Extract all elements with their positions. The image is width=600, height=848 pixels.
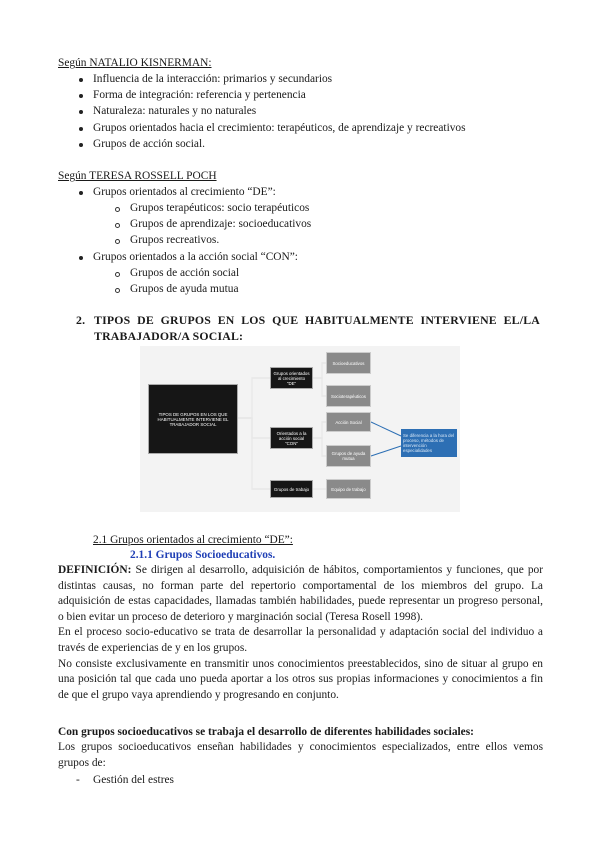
sub-bullet-icon bbox=[115, 288, 120, 293]
bullet-icon bbox=[79, 78, 83, 82]
rossell-subitem: Grupos de aprendizaje: socioeducativos bbox=[130, 218, 312, 230]
sub-bullet-icon bbox=[115, 239, 120, 244]
diagram-leaf-socioeducativos: Socioeducativos bbox=[326, 352, 371, 374]
definition-paragraph bbox=[58, 563, 543, 625]
bullet-icon bbox=[79, 143, 83, 147]
group-types-diagram bbox=[140, 346, 460, 512]
bullet-icon bbox=[79, 191, 83, 195]
rossell-heading: Según TERESA ROSSELL POCH bbox=[58, 170, 217, 182]
diagram-leaf-ayuda-mutua: Grupos de ayuda mutua bbox=[326, 445, 371, 467]
skills-paragraph: Los grupos socioeducativos enseñan habilidades y conocimientos especializados, entre ellos vemos grupos de: bbox=[58, 741, 543, 769]
kisnerman-item: Forma de integración: referencia y pertenencia bbox=[93, 89, 306, 101]
subsection-2-1: 2.1 Grupos orientados al crecimiento “DE”: bbox=[93, 534, 293, 546]
diagram-leaf-equipo: Equipo de trabajo bbox=[326, 479, 371, 499]
rossell-subitem: Grupos recreativos. bbox=[130, 234, 220, 246]
kisnerman-item: Grupos de acción social. bbox=[93, 138, 205, 150]
diagram-leaf-accion-social: Acción Social bbox=[326, 412, 371, 432]
kisnerman-item: Influencia de la interacción: primarios y secundarios bbox=[93, 73, 333, 85]
dash-icon: - bbox=[76, 774, 80, 786]
rossell-item: Grupos orientados a la acción social “CON”: bbox=[93, 251, 298, 263]
rossell-subitem: Grupos terapéuticos: socio terapéuticos bbox=[130, 202, 310, 214]
dash-item: Gestión del estres bbox=[93, 774, 174, 786]
paragraph-3: No consiste exclusivamente en transmitir unos conocimientos preestablecidos, sino de situar al grupo en una posición tal que cada uno pueda aportar a los otros sus propias informaciones y conocimientos a fin de que el grupo vaya aprendiendo y progresando en conjunto. bbox=[58, 657, 543, 701]
section-title-line2: TRABAJADOR/A SOCIAL: bbox=[94, 329, 244, 343]
diagram-leaf-socioterapeuticos: Socioterapéuticos bbox=[326, 385, 371, 407]
definition-text: Se dirigen al desarrollo, adquisición de hábitos, comportamientos y funciones, que por distintas causas, no forman parte del repertorio comportamental de los miembros del grupo. La adquisición de estas capacidades, llamadas también habilidades, puede representar un progreso personal, o bien evitar un proceso de deterioro y marginación social (Teresa Rosell 1998). bbox=[58, 564, 543, 623]
bullet-icon bbox=[79, 94, 83, 98]
sub-bullet-icon bbox=[115, 272, 120, 277]
sub-bullet-icon bbox=[115, 223, 120, 228]
definition-label: DEFINICIÓN: bbox=[58, 564, 132, 576]
bullet-icon bbox=[79, 110, 83, 114]
diagram-note-box: Se diferencia a la hora del proceso, métodos de intervención especialidades bbox=[401, 429, 457, 457]
rossell-item: Grupos orientados al crecimiento “DE”: bbox=[93, 186, 276, 198]
kisnerman-item: Grupos orientados hacia el crecimiento: terapéuticos, de aprendizaje y recreativos bbox=[93, 122, 466, 134]
section-title-line1: TIPOS DE GRUPOS EN LOS QUE HABITUALMENTE INTERVIENE EL/LA bbox=[94, 313, 540, 327]
sub-bullet-icon bbox=[115, 207, 120, 212]
diagram-branch-work: Grupos de trabajo bbox=[270, 480, 313, 498]
bullet-icon bbox=[79, 256, 83, 260]
kisnerman-heading: Según NATALIO KISNERMAN: bbox=[58, 57, 212, 69]
paragraph-2: En el proceso socio-educativo se trata de desarrollar la personalidad y adaptación social del individuo a través de experiencias de y en los grupos. bbox=[58, 626, 543, 654]
definition-block bbox=[58, 563, 543, 703]
rossell-subitem: Grupos de ayuda mutua bbox=[130, 283, 239, 295]
diagram-root-box: TIPOS DE GRUPOS EN LOS QUE HABITUALMENTE INTERVIENE EL TRABAJADOR SOCIAL bbox=[148, 384, 238, 454]
subsection-2-1-1: 2.1.1 Grupos Socioeducativos. bbox=[130, 549, 276, 561]
rossell-subitem: Grupos de acción social bbox=[130, 267, 240, 279]
skills-heading: Con grupos socioeducativos se trabaja el desarrollo de diferentes habilidades sociales: bbox=[58, 726, 474, 738]
section-number: 2. bbox=[76, 313, 86, 327]
kisnerman-item: Naturaleza: naturales y no naturales bbox=[93, 105, 257, 117]
diagram-branch-growth: Grupos orientados al crecimiento "DE" bbox=[270, 367, 313, 389]
diagram-branch-social: Orientados a la acción social "CON" bbox=[270, 427, 313, 449]
bullet-icon bbox=[79, 127, 83, 131]
